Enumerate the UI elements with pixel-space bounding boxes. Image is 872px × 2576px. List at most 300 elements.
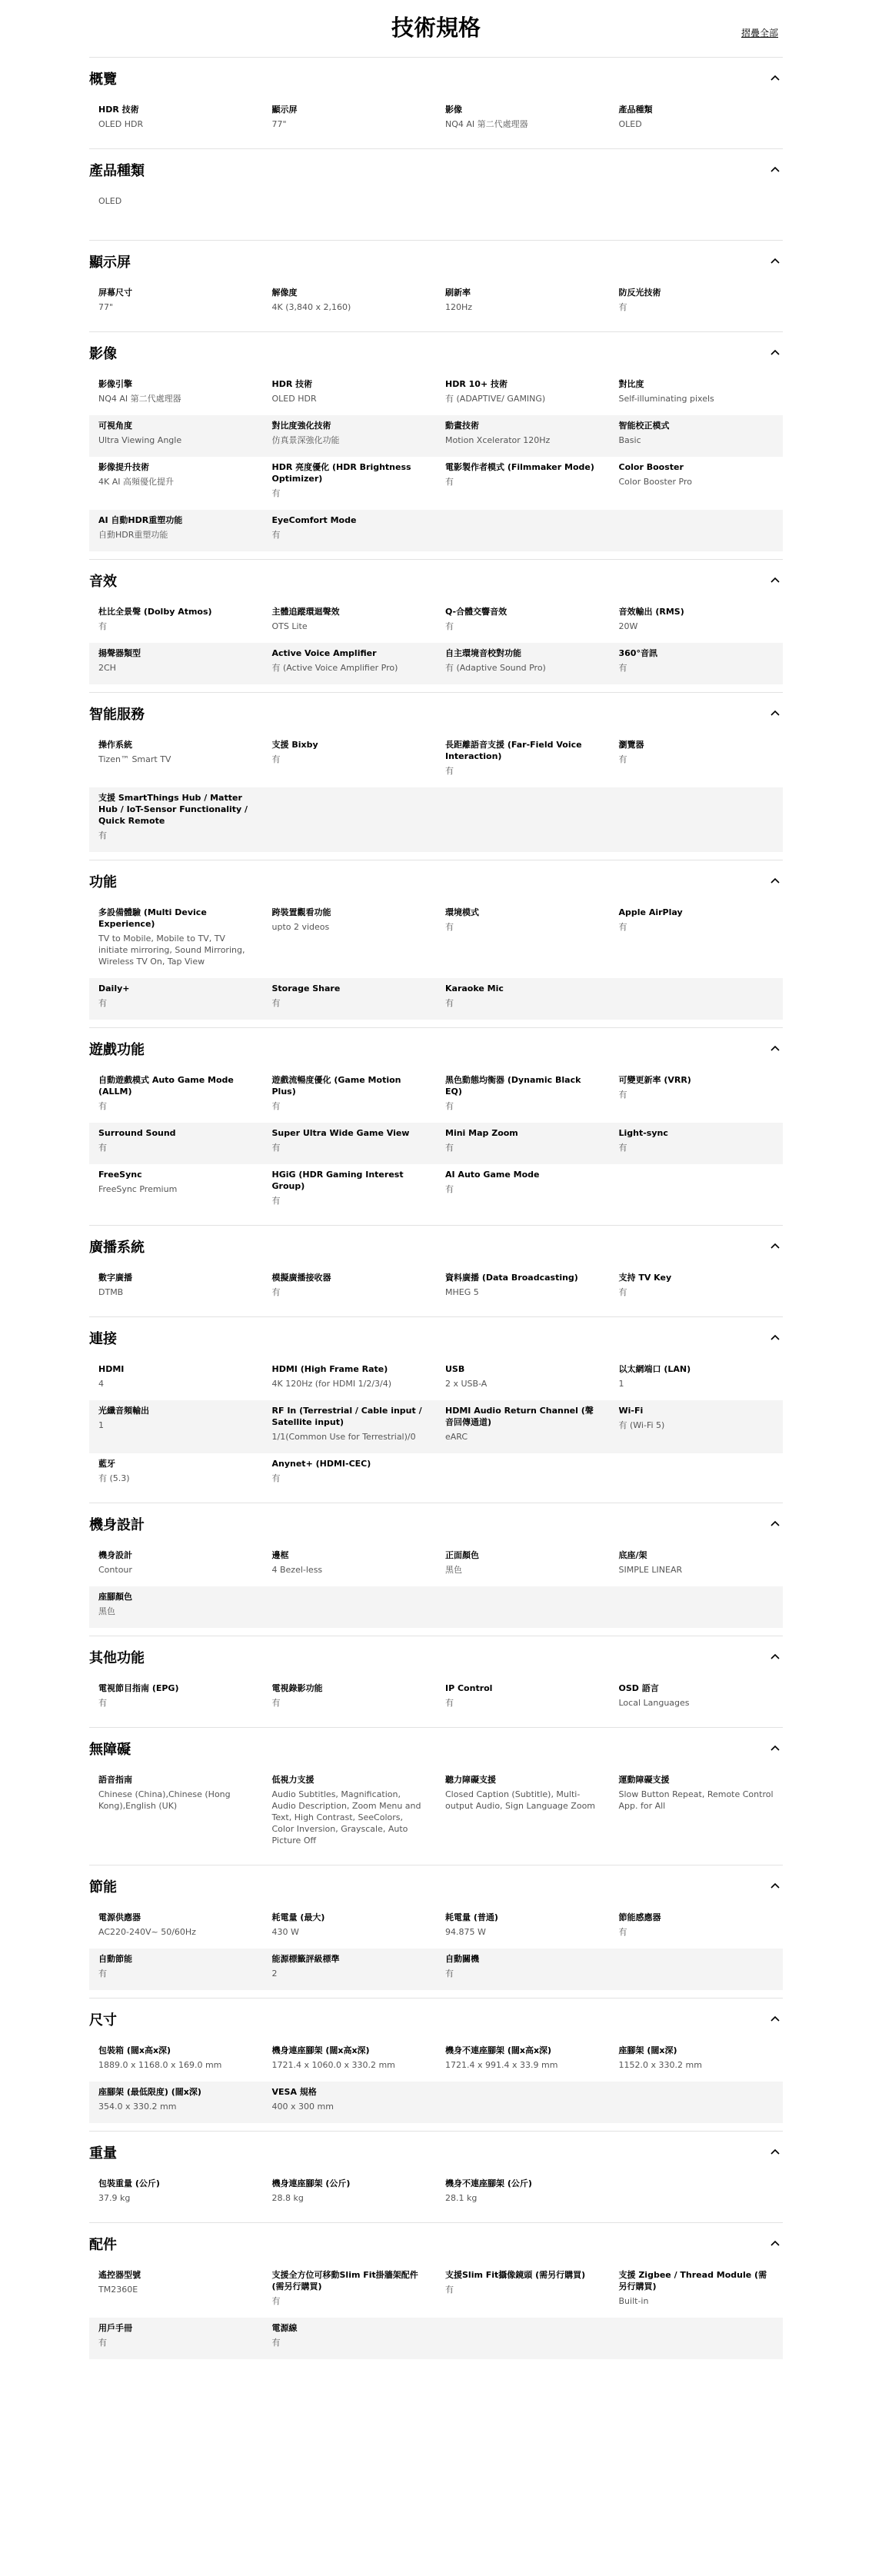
spec-value: 有 [98,1101,107,1111]
spec-section [89,240,783,331]
spec-item [263,1267,437,1309]
spec-item-empty [436,1586,610,1628]
spec-label: AI 自動HDR重塑功能 [98,515,183,525]
chevron-up-icon[interactable] [767,2012,783,2027]
spec-item [263,282,437,324]
spec-item [89,2082,263,2123]
spec-value: 有 [618,1143,627,1153]
spec-item [89,2173,263,2215]
spec-value: Color Booster Pro [618,477,693,487]
spec-label: 屏幕尺寸 [98,288,132,298]
spec-value: 有 [271,1101,281,1111]
spec-label: 跨裝置觀看功能 [271,907,331,917]
spec-value: 有 [98,1698,107,1708]
spec-row [89,99,783,141]
spec-label: Q-合體交響音效 [445,607,508,617]
spec-value: eARC [445,1432,468,1442]
spec-value: 4K (3,840 x 2,160) [271,302,351,312]
spec-value: 37.9 kg [98,2193,131,2203]
spec-value: 有 (5.3) [98,1473,130,1483]
chevron-up-icon[interactable] [767,162,783,178]
spec-item [89,1267,263,1309]
spec-item [436,601,610,643]
spec-row [89,457,783,510]
spec-label: 瀏覽器 [618,740,644,750]
spec-label: 座腳架 (最低限度) (闊x深) [98,2087,201,2097]
spec-label: 支援全方位可移動Slim Fit掛牆架配件 (需另行購買) [271,2270,418,2291]
spec-value: 有 [445,922,454,932]
spec-value: 77" [98,302,114,312]
spec-label: HDR 技術 [271,379,313,389]
spec-item [436,1907,610,1949]
spec-value: 有 [618,302,627,312]
spec-section [89,1027,783,1225]
spec-label: 支援 SmartThings Hub / Matter Hub / IoT-Sensor Functionality / Quick Remote [98,793,248,826]
chevron-up-icon[interactable] [767,254,783,269]
spec-value: 1 [98,1420,104,1430]
spec-item [436,99,610,141]
spec-item [436,374,610,415]
spec-label: 影像提升技術 [98,462,149,472]
section-header[interactable] [89,1028,783,1070]
spec-value: NQ4 AI 第二代處理器 [445,119,528,129]
spec-item [263,99,437,141]
spec-label: 電視節目指南 (EPG) [98,1683,179,1693]
spec-section [89,692,783,860]
spec-item [89,99,263,141]
spec-value: 自動HDR重塑功能 [98,530,168,540]
spec-item [89,374,263,415]
spec-value: Ultra Viewing Angle [98,435,182,445]
spec-row [89,1678,783,1719]
spec-value: 有 [618,1927,627,1937]
spec-item-empty [610,1949,784,1990]
spec-label: 產品種類 [618,105,653,115]
spec-label: EyeComfort Mode [271,515,357,525]
spec-value: 有 [445,998,454,1008]
spec-label: 支援 Zigbee / Thread Module (需另行購買) [618,2270,767,2291]
spec-label: 自動關機 [445,1954,479,1964]
chevron-up-icon[interactable] [767,71,783,86]
spec-value: 有 [445,2285,454,2295]
spec-label: HDMI [98,1364,125,1374]
chevron-up-icon[interactable] [767,706,783,721]
spec-label: 節能感應器 [618,1912,661,1922]
spec-row [89,734,783,787]
section-title: 產品種類 [89,163,145,179]
spec-value: 有 [271,1196,281,1206]
spec-item [610,1907,784,1949]
spec-item [436,902,610,978]
spec-item [89,457,263,510]
spec-item [436,643,610,684]
spec-value: 1/1(Common Use for Terrestrial)/0 [271,1432,416,1442]
spec-value: 2 [271,1969,278,1979]
spec-value: Built-in [618,2296,649,2306]
spec-item [89,1123,263,1164]
spec-item [89,1400,263,1453]
spec-section [89,148,783,240]
spec-label: 電源供應器 [98,1912,141,1922]
spec-label: 對比度強化技術 [271,421,331,431]
spec-item [263,1769,437,1857]
spec-value: 1152.0 x 330.2 mm [618,2060,702,2070]
spec-item [610,1678,784,1719]
spec-row [89,902,783,978]
spec-item [436,1123,610,1164]
spec-label: 電影製作者模式 (Filmmaker Mode) [445,462,594,472]
section-title: 廣播系統 [89,1240,145,1256]
section-header[interactable] [89,693,783,734]
spec-row [89,787,783,852]
spec-value: SIMPLE LINEAR [618,1565,683,1575]
section-header[interactable] [89,2223,783,2265]
spec-item [610,601,784,643]
spec-label: 正面顏色 [445,1550,479,1560]
spec-label: 機身不連座腳架 (闊x高x深) [445,2045,552,2055]
spec-item [436,978,610,1020]
spec-item-empty [436,2082,610,2123]
spec-item [436,415,610,457]
spec-item [610,415,784,457]
spec-item [263,1949,437,1990]
spec-row [89,2082,783,2123]
spec-value: OLED [618,119,642,129]
spec-item [610,1359,784,1400]
spec-label: 運動障礙支援 [618,1775,670,1785]
spec-row [89,374,783,415]
spec-row [89,1949,783,1990]
spec-section [89,2222,783,2367]
spec-label: 操作系統 [98,740,132,750]
spec-row [89,1164,783,1217]
spec-value: 4K AI 高頻優化提升 [98,477,174,487]
spec-item [89,1359,263,1400]
spec-item [436,282,610,324]
spec-row [89,1586,783,1628]
spec-section [89,1225,783,1316]
spec-item-empty [610,787,784,852]
spec-value: TV to Mobile, Mobile to TV, TV initiate mirroring, Sound Mirroring, Wireless TV On, Tap View [98,934,245,967]
spec-label: 座腳顏色 [98,1592,132,1602]
spec-item [263,1907,437,1949]
spec-row [89,643,783,684]
section-header[interactable] [89,1317,783,1359]
chevron-up-icon[interactable] [767,874,783,889]
section-title: 尺寸 [89,2012,117,2029]
chevron-up-icon[interactable] [767,573,783,588]
spec-label: HDMI (High Frame Rate) [271,1364,388,1374]
spec-section [89,1865,783,1998]
spec-item-empty [263,1586,437,1628]
spec-item [610,374,784,415]
spec-label: 影像引擎 [98,379,132,389]
section-header[interactable] [89,58,783,99]
spec-section [89,331,783,559]
spec-item [263,1359,437,1400]
spec-label: 刷新率 [445,288,471,298]
spec-value: 1 [618,1379,624,1389]
section-header[interactable] [89,1636,783,1678]
spec-item [263,2082,437,2123]
spec-value: 4 Bezel-less [271,1565,323,1575]
spec-label: 揚聲器類型 [98,648,141,658]
spec-value: Contour [98,1565,132,1575]
spec-label: 防反光技術 [618,288,661,298]
spec-label: Karaoke Mic [445,983,504,993]
spec-label: Storage Share [271,983,341,993]
spec-label: 包裝重量 (公斤) [98,2178,160,2188]
spec-value: 有 [445,477,454,487]
spec-value: 28.8 kg [271,2193,304,2203]
spec-label: Light-sync [618,1128,668,1138]
section-header[interactable] [89,860,783,902]
spec-item [610,1769,784,1857]
spec-item-empty [610,978,784,1020]
spec-section [89,1316,783,1503]
chevron-up-icon[interactable] [767,1330,783,1346]
spec-item [89,2040,263,2082]
spec-item [610,457,784,510]
spec-item [263,2173,437,2215]
spec-item-empty [610,510,784,551]
collapse-all-link[interactable]: 摺疊全部 [741,28,778,38]
section-title: 重量 [89,2145,117,2162]
chevron-up-icon[interactable] [767,1516,783,1532]
spec-label: 支援 Bixby [271,740,318,750]
spec-item [436,1359,610,1400]
spec-label: HDR 亮度優化 (HDR Brightness Optimizer) [271,462,411,484]
chevron-up-icon[interactable] [767,1879,783,1894]
spec-label: 長距離語音支援 (Far-Field Voice Interaction) [445,740,582,761]
spec-value: 有 [271,530,281,540]
spec-value: OLED [98,196,122,206]
spec-row [89,2040,783,2082]
spec-item [436,1070,610,1123]
spec-label: 以太網端口 (LAN) [618,1364,691,1374]
spec-label: 光纖音頻輸出 [98,1406,149,1416]
spec-value: Self-illuminating pixels [618,394,714,404]
spec-label: HDMI Audio Return Channel (聲音回傳通道) [445,1406,594,1427]
spec-item [89,643,263,684]
page-title: 技術規格 [391,15,481,41]
spec-value: Basic [618,435,641,445]
spec-item [263,1545,437,1586]
spec-value: 1889.0 x 1168.0 x 169.0 mm [98,2060,222,2070]
spec-item [89,2265,263,2318]
spec-label: Daily+ [98,983,130,993]
section-header[interactable] [89,560,783,601]
spec-label: 支援Slim Fit攝像鏡頭 (需另行購買) [445,2270,586,2280]
spec-item [89,2318,263,2359]
spec-item [263,1678,437,1719]
spec-value: 有 [618,754,627,764]
spec-item [89,1164,263,1217]
section-title: 功能 [89,874,117,890]
spec-item [436,2265,610,2318]
spec-label: 聽力障礙支援 [445,1775,496,1785]
spec-item [610,902,784,978]
spec-value: 有 [271,1143,281,1153]
spec-value: 黑色 [445,1565,462,1575]
spec-label: Apple AirPlay [618,907,683,917]
section-header[interactable] [89,1999,783,2040]
spec-label: HDR 技術 [98,105,139,115]
spec-value: Slow Button Repeat, Remote Control App. for All [618,1789,774,1811]
spec-item [610,1267,784,1309]
spec-label: Surround Sound [98,1128,176,1138]
spec-value: 有 [271,1473,281,1483]
chevron-up-icon[interactable] [767,1239,783,1254]
spec-label: 自動遊戲模式 Auto Game Mode (ALLM) [98,1075,234,1097]
spec-item [610,282,784,324]
spec-section [89,1503,783,1636]
spec-value: 430 W [271,1927,299,1937]
section-header[interactable] [89,1865,783,1907]
spec-row [89,2265,783,2318]
chevron-up-icon[interactable] [767,2236,783,2252]
spec-item [89,1545,263,1586]
spec-item [263,978,437,1020]
spec-label: 底座/架 [618,1550,647,1560]
spec-item [263,734,437,787]
spec-value: 有 [445,1143,454,1153]
spec-value: Tizen™ Smart TV [98,754,171,764]
spec-label: Mini Map Zoom [445,1128,518,1138]
spec-label: 資料廣播 (Data Broadcasting) [445,1273,578,1283]
spec-value: 有 [98,1969,107,1979]
spec-item [263,1123,437,1164]
spec-value: 有 [271,1698,281,1708]
section-title: 其他功能 [89,1650,145,1666]
spec-row [89,2318,783,2359]
section-header[interactable] [89,1226,783,1267]
spec-value: 77" [271,119,287,129]
spec-item [89,787,263,852]
chevron-up-icon[interactable] [767,345,783,361]
section-header[interactable] [89,241,783,282]
spec-row [89,191,783,232]
spec-item [263,374,437,415]
spec-value: 有 [445,1184,454,1194]
spec-row [89,282,783,324]
spec-value: 2 x USB-A [445,1379,488,1389]
spec-item [610,1545,784,1586]
spec-row [89,1267,783,1309]
section-title: 無障礙 [89,1742,131,1758]
spec-section [89,559,783,692]
spec-value: 有 [98,830,107,840]
spec-label: 自動節能 [98,1954,132,1964]
spec-label: 座腳架 (闊x深) [618,2045,677,2055]
spec-item [610,1070,784,1123]
spec-row [89,1769,783,1857]
spec-value: 有 [98,998,107,1008]
section-title: 概覽 [89,72,117,88]
chevron-up-icon[interactable] [767,1041,783,1057]
spec-label: 模擬廣播接收器 [271,1273,331,1283]
spec-section-list [89,57,783,2367]
spec-item [263,1070,437,1123]
spec-section [89,1998,783,2131]
spec-value: 有 [271,2296,281,2306]
spec-value: 有 [618,1090,627,1100]
spec-value: 有 [618,922,627,932]
spec-item [436,1164,610,1217]
section-header[interactable] [89,149,783,191]
spec-value: FreeSync Premium [98,1184,178,1194]
spec-value: 有 [445,1698,454,1708]
spec-value: DTMB [98,1287,124,1297]
spec-value: 有 (ADAPTIVE/ GAMING) [445,394,546,404]
spec-value: 有 (Wi-Fi 5) [618,1420,665,1430]
chevron-up-icon[interactable] [767,2145,783,2160]
spec-item [89,191,263,232]
spec-item [89,1678,263,1719]
spec-item [610,1400,784,1453]
spec-item-empty [436,787,610,852]
spec-value: 有 [271,2338,281,2348]
spec-value: 1721.4 x 991.4 x 33.9 mm [445,2060,558,2070]
spec-value: NQ4 AI 第二代處理器 [98,394,181,404]
spec-value: 有 [445,1969,454,1979]
spec-item [436,2040,610,2082]
spec-value: 有 [271,998,281,1008]
spec-label: 語音指南 [98,1775,132,1785]
spec-value: 有 [98,2338,107,2348]
section-header[interactable] [89,2132,783,2173]
spec-label: 可視角度 [98,421,132,431]
spec-item [436,1267,610,1309]
spec-item [436,2173,610,2215]
spec-label: USB [445,1364,465,1374]
spec-label: 機身連座腳架 (公斤) [271,2178,351,2188]
spec-item [263,510,437,551]
chevron-up-icon[interactable] [767,1649,783,1665]
spec-item [436,1949,610,1990]
spec-item-empty [436,2318,610,2359]
spec-label: 耗電量 (最大) [271,1912,325,1922]
spec-value: 有 [98,1143,107,1153]
section-header[interactable] [89,332,783,374]
spec-item [263,1164,437,1217]
spec-value: 20W [618,621,638,631]
spec-item-empty [610,1586,784,1628]
spec-item [610,2265,784,2318]
spec-value: 有 [271,488,281,498]
chevron-up-icon[interactable] [767,1741,783,1756]
spec-section [89,57,783,148]
spec-value: OLED HDR [98,119,144,129]
spec-value: 有 [618,1287,627,1297]
spec-label: RF In (Terrestrial / Cable input / Satellite input) [271,1406,422,1427]
section-header[interactable] [89,1503,783,1545]
spec-label: 支持 TV Key [618,1273,672,1283]
spec-value: MHEG 5 [445,1287,479,1297]
spec-section [89,1727,783,1865]
spec-item [89,1907,263,1949]
spec-item [89,282,263,324]
section-header[interactable] [89,1728,783,1769]
spec-value: 4K 120Hz (for HDMI 1/2/3/4) [271,1379,392,1389]
spec-value: Local Languages [618,1698,690,1708]
spec-label: 遊戲流暢度優化 (Game Motion Plus) [271,1075,401,1097]
spec-item [610,2040,784,2082]
spec-item [436,1545,610,1586]
spec-item [89,415,263,457]
spec-label: 360°音訊 [618,648,657,658]
spec-item [89,1453,263,1495]
